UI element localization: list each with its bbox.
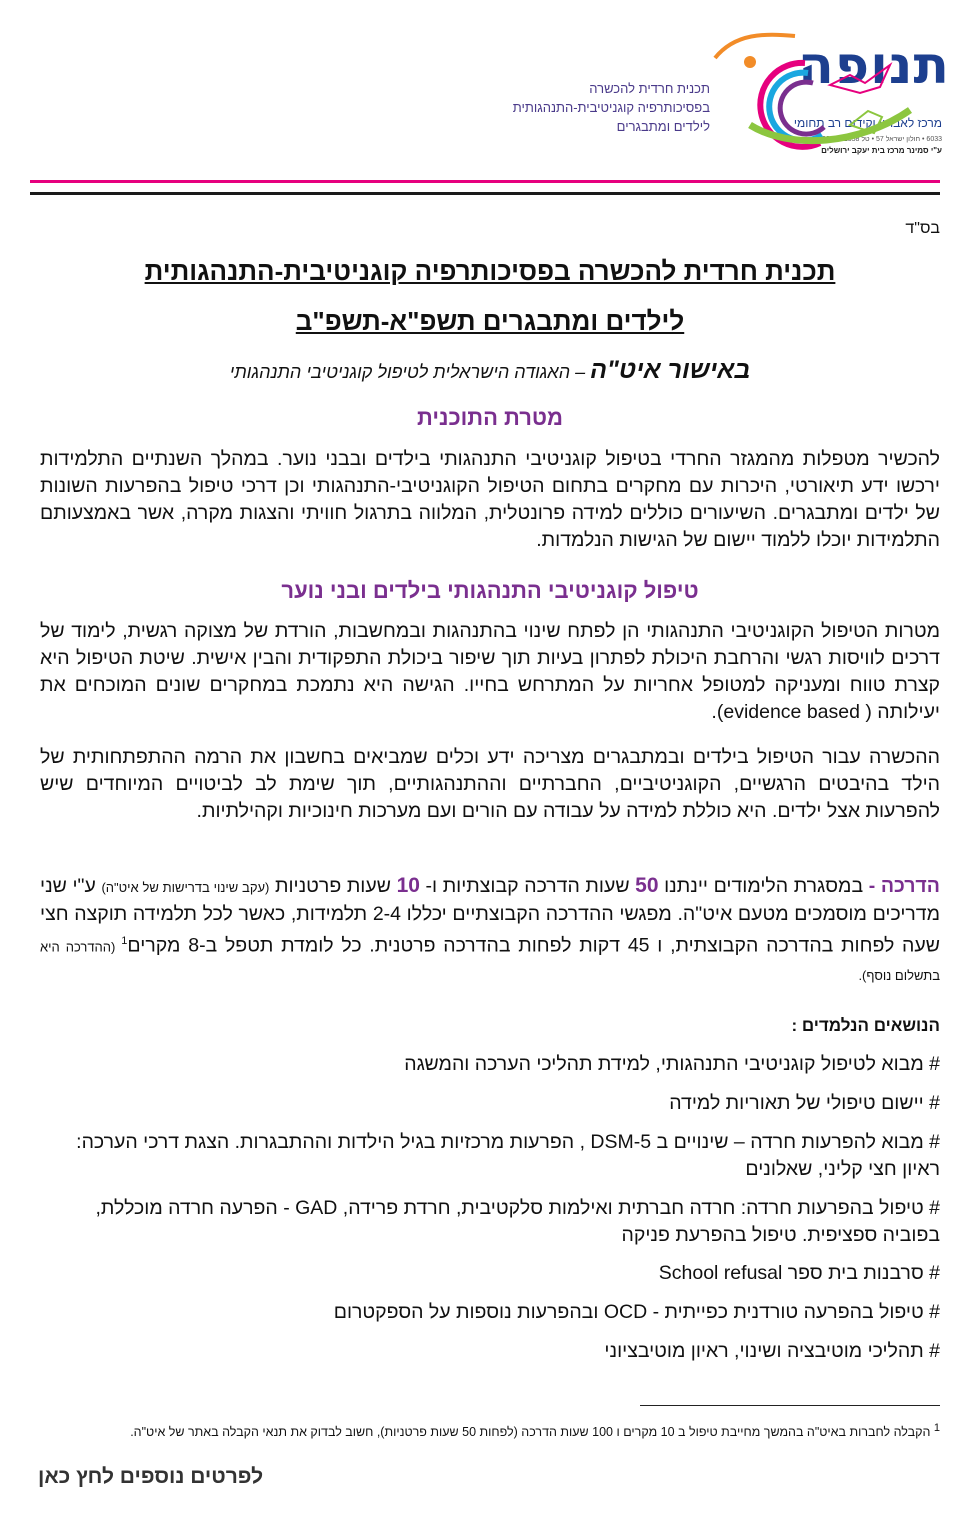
page-title-line2: לילדים ומתבגרים תשפ"א-תשפ"ב: [295, 306, 685, 336]
footnote-number: 1: [933, 1422, 940, 1434]
footnote-text: הקבלה לחברות באיט"ה בהמשך מחייבת טיפול ב 10 מקרים ו 100 שעות הדרכה (לפחות 50 שעות פרטניות), חשוב לבדוק את תנאי הקבלה באתר של איט"ה.: [130, 1425, 934, 1440]
supervision-note-1: (עקב שינוי בדרישות של איט"ה): [101, 880, 270, 895]
org-logo-subtitle: מרכז לאבחון וקידום רב תחומי: [793, 116, 942, 130]
approval-rest: – האגודה הישראלית לטיפול קוגניטיבי התנהגותי: [229, 362, 591, 382]
program-logo: [480, 55, 920, 155]
org-logo-sponsor: ע"י סמינר מרכז בית יעקב ירושלים: [821, 146, 942, 155]
footnote: [40, 1418, 940, 1443]
topic-item: # סרבנות בית ספר School refusal: [658, 1262, 940, 1284]
org-logo-address: 6033 • חולון ישראל 57 • טל 02-5372358: [822, 136, 942, 143]
cbt-paragraph: מטרות הטיפול הקוגניטיבי התנהגותי הן לפתח שינוי בהתנהגות ובמחשבות, הורדת של מצוקה רגשית, לימוד של דרכים לוויסות רגשי והרחבת היכולת לפתרון בעיות תוך שיפור ביכולת התפקודית והבין אישית. שיטת הטיפול היא קצרת טווח ומעניקה למטופל אחריות על המתרחש בחייו. הגישה היא נתמכת במחקרים שונים המוכחים את יעילותה ( evidence based).: [40, 620, 940, 723]
bsd-mark: בס"ד: [905, 220, 940, 237]
more-details-link[interactable]: לפרטים נוספים לחץ כאן: [38, 1465, 264, 1488]
approval-line: [0, 356, 980, 385]
topic-item: # מבוא לטיפול קוגניטיבי התנהגותי, למידת תהליכי הערכה והמשגה: [404, 1053, 940, 1075]
topic-item: # טיפול בהפרעה טורדנית כפייתית - OCD ובהפרעות נוספות על הספקטרום: [333, 1301, 940, 1323]
supervision-paragraph: [40, 872, 940, 989]
header-divider-pink: [30, 180, 940, 183]
supervision-text-3: שעות פרטניות: [269, 875, 397, 897]
org-logo-title: תנופה: [798, 36, 950, 96]
supervision-label: הדרכה -: [868, 875, 940, 897]
topic-item: # יישום טיפולי של תאוריות למידה: [669, 1092, 940, 1114]
goal-paragraph: להכשיר מטפלות מהמגזר החרדי בטיפול קוגניטיבי התנהגותי בילדים ובבני נוער. במהלך השנתיים התלמידות ירכשו ידע תיאורטי, היכרות עם מחקרים בתחום הטיפול הקוגניטיבי-התנהגותי וכן דרכי טיפול בהפרעות השונות של ילדים ומתבגרים. השיעורים כוללים למידה פרונטלית, המלווה בתרגול חוויתי והצגות מקרה, אשר באמצעותם התלמידות יוכלו ללמוד יישום של הגישות הנלמדות.: [40, 448, 940, 551]
topic-item: # תהליכי מוטיבציה ושינוי, ראיון מוטיבציוני: [604, 1340, 940, 1362]
supervision-text-4: ע"י שני מדריכים מוסמכים מטעם איט"ה. מפגשי ההדרכה הקבוצתיים יכללו 2-4 תלמידות, כאשר לכל תלמידה תוקצה חצי שעה לפחות בהדרכה הקבוצתית, ו 45 דקות לפחות בהדרכה פרטנית. כל לומדת תטפל ב-8 מקרים: [40, 875, 941, 957]
approval-bold: באישור איט"ה: [590, 356, 751, 384]
training-paragraph: ההכשרה עבור הטיפול בילדים ובמתבגרים מצריכה ידע וכלים שמביאים בחשבון את הרמה ההתפתחותית של הילד בהיבטים הרגשיים, הקוגניטיביים, החברתיים וההתנהגותיים, תוך שימת לב לביטויים המיוחדים שיש להפרעות אצל ילדים. היא כוללת למידה על עבודה עם הורים ועם מערכות חינוכיות וקהילתיות.: [40, 746, 940, 822]
page-title-line1: תכנית חרדית להכשרה בפסיכותרפיה קוגניטיבית-התנהגותית: [144, 256, 836, 286]
program-logo-text: [513, 79, 710, 136]
section-goal-title: מטרת התוכנית: [417, 405, 563, 430]
program-logo-line3: לילדים ומתבגרים: [616, 119, 710, 134]
topics-title: הנושאים הנלמדים :: [791, 1016, 940, 1035]
supervision-group-hours: 50: [635, 874, 659, 897]
supervision-private-hours: 10: [396, 874, 420, 897]
supervision-text-1: במסגרת הלימודים יינתנו: [658, 875, 869, 897]
topic-item: # טיפול בהפרעות חרדה: חרדה חברתית ואילמות סלקטיבית, חרדת פרידה, GAD - הפרעה חרדה מוכללת, בפוביה ספציפית. טיפול בהפרעת פניקה: [95, 1197, 940, 1246]
program-logo-line1: תכנית חרדית להכשרה: [589, 81, 710, 96]
footnote-ref[interactable]: 1: [121, 935, 128, 947]
header-divider-black: [30, 192, 940, 195]
footnote-divider: [640, 1405, 940, 1406]
topic-item: # מבוא להפרעות חרדה – שינויים ב DSM-5 , הפרעות מרכזיות בגיל הילדות וההתבגרות. הצגת דרכי הערכה: ראיון חצי קליני, שאלונים: [76, 1131, 940, 1180]
page-header: [0, 0, 980, 200]
section-cbt-title: טיפול קוגניטיבי התנהגותי בילדים ובני נוער: [281, 578, 699, 603]
supervision-note-2: (ההדרכה היא בתשלום נוסף).: [40, 939, 940, 983]
supervision-text-2: שעות הדרכה קבוצתיות ו-: [419, 875, 636, 897]
program-logo-line2: בפסיכותרפיה קוגניטיבית-התנהגותית: [512, 100, 710, 115]
program-logo-bird-icon: [710, 55, 920, 155]
